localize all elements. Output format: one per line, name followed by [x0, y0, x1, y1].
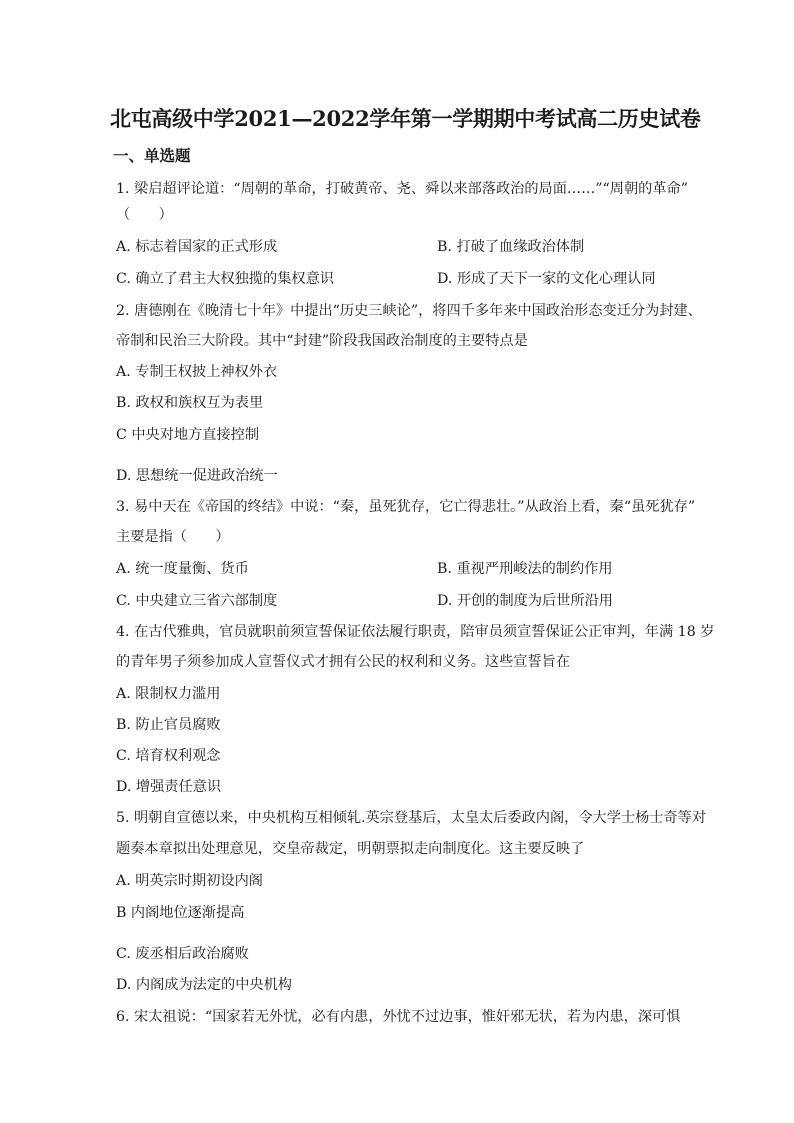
q1-stem-line-1: 1. 梁启超评论道：“周朝的革命，打破黄帝、尧、舜以来部落政治的局面……”“周朝的革命”: [116, 181, 688, 197]
q1-option-d: D. 形成了天下一家的文化心理认同: [437, 271, 656, 287]
q3-stem-line-1: 3. 易中天在《帝国的终结》中说：“秦，虽死犹存，它亡得悲壮。”从政治上看，秦“虽死犹存”: [116, 499, 696, 515]
q1-stem-line-2: （ ）: [116, 207, 173, 223]
q5-option-b: B 内阁地位逐渐提高: [116, 905, 245, 921]
q3-option-d: D. 开创的制度为后世所沿用: [437, 593, 613, 609]
q6-stem-line-1: 6. 宋太祖说：“国家若无外忧，必有内患，外忧不过边事，惟奸邪无状，若为内患，深可惧: [116, 1009, 681, 1025]
q4-stem-line-1: 4. 在古代雅典，官员就职前须宣誓保证依法履行职责，陪审员须宣誓保证公正审判，年满 18 岁: [116, 624, 715, 640]
q4-option-b: B. 防止官员腐败: [116, 717, 221, 733]
q4-option-a: A. 限制权力滥用: [116, 686, 221, 702]
q3-stem-line-2: 主要是指（ ）: [116, 529, 230, 545]
q2-option-a: A. 专制王权披上神权外衣: [116, 364, 278, 380]
q2-stem-line-1: 2. 唐德刚在《晚清七十年》中提出“历史三峡论”，将四千多年来中国政治形态变迁分为封建、: [116, 303, 702, 319]
q1-option-c: C. 确立了君主大权独揽的集权意识: [116, 271, 334, 287]
q5-option-c: C. 废丞相后政治腐败: [116, 946, 249, 962]
q3-option-b: B. 重视严刑峻法的制约作用: [437, 561, 613, 577]
q5-stem-line-2: 题奏本章拟出处理意见，交皇帝裁定，明朝票拟走向制度化。这主要反映了: [116, 841, 585, 857]
q4-stem-line-2: 的青年男子须参加成人宣誓仪式才拥有公民的权利和义务。这些宣誓旨在: [116, 654, 571, 670]
page-title: 北屯高级中学2021—2022学年第一学期期中考试高二历史试卷: [110, 106, 701, 131]
q3-option-a: A. 统一度量衡、货币: [116, 561, 249, 577]
q5-option-d: D. 内阁成为法定的中央机构: [116, 977, 292, 993]
q4-option-c: C. 培育权利观念: [116, 748, 221, 764]
q2-option-c: C 中央对地方直接控制: [116, 427, 260, 443]
q1-option-a: A. 标志着国家的正式形成: [116, 239, 278, 255]
q1-option-b: B. 打破了血缘政治体制: [437, 239, 585, 255]
q4-option-d: D. 增强责任意识: [116, 779, 222, 795]
q5-stem-line-1: 5. 明朝自宣德以来，中央机构互相倾轧.英宗登基后，太皇太后委政内阁，令大学士杨士奇等对: [116, 810, 707, 826]
section-heading: 一、单选题: [113, 146, 191, 165]
q5-option-a: A. 明英宗时期初设内阁: [116, 873, 263, 889]
q2-stem-line-2: 帝制和民治三大阶段。其中“封建”阶段我国政治制度的主要特点是: [116, 333, 528, 349]
q3-option-c: C. 中央建立三省六部制度: [116, 593, 278, 609]
q2-option-d: D. 思想统一促进政治统一: [116, 468, 278, 484]
q2-option-b: B. 政权和族权互为表里: [116, 395, 264, 411]
